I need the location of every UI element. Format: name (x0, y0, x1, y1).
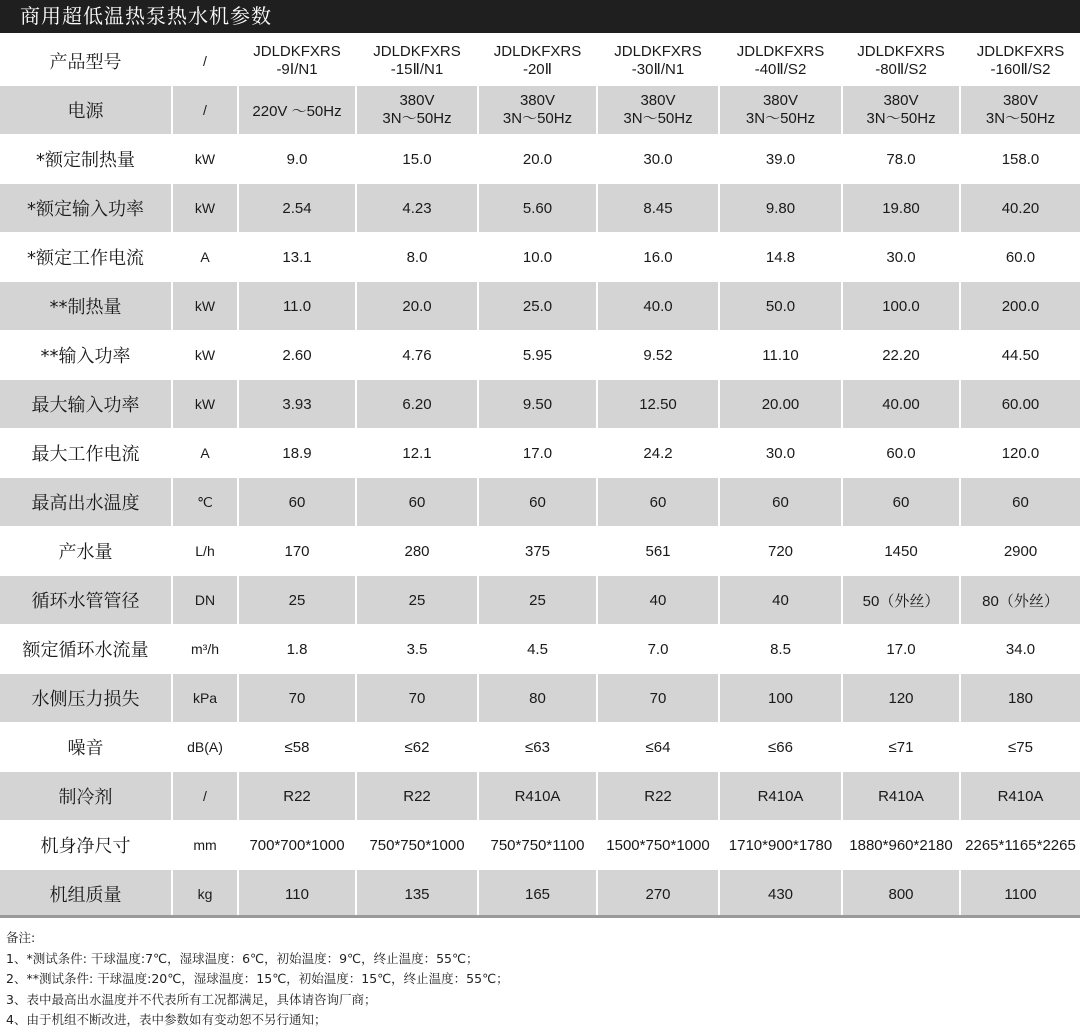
table-cell: 12.50 (597, 380, 719, 429)
table-cell: 60 (597, 478, 719, 527)
row-unit: kW (172, 380, 238, 429)
row-unit: kW (172, 331, 238, 380)
table-cell: 25 (356, 576, 478, 625)
table-cell: ≤75 (960, 723, 1080, 772)
row-unit: / (172, 772, 238, 821)
table-cell: 14.8 (719, 233, 842, 282)
row-label: 噪音 (0, 723, 172, 772)
table-cell: 380V 3N～50Hz (356, 86, 478, 135)
table-cell: 2.60 (238, 331, 356, 380)
row-unit: DN (172, 576, 238, 625)
table-cell: R410A (719, 772, 842, 821)
table-row (0, 674, 1080, 723)
table-cell: 78.0 (842, 135, 960, 184)
table-cell: 8.5 (719, 625, 842, 674)
table-cell: 4.76 (356, 331, 478, 380)
table-cell: 120.0 (960, 429, 1080, 478)
table-cell: 44.50 (960, 331, 1080, 380)
table-bottom-rule (0, 915, 1080, 918)
row-label: 最大输入功率 (0, 380, 172, 429)
table-cell: 200.0 (960, 282, 1080, 331)
table-cell: R410A (478, 772, 597, 821)
table-row (0, 184, 1080, 233)
table-cell: 24.2 (597, 429, 719, 478)
table-cell: 30.0 (842, 233, 960, 282)
row-unit: kW (172, 135, 238, 184)
table-cell: 50.0 (719, 282, 842, 331)
table-cell: 30.0 (719, 429, 842, 478)
table-cell: 2.54 (238, 184, 356, 233)
model-name: JDLDKFXRS -30Ⅱ/N1 (597, 37, 719, 86)
table-cell: 40 (597, 576, 719, 625)
table-cell: 25 (238, 576, 356, 625)
row-label: *额定制热量 (0, 135, 172, 184)
table-cell: 3.5 (356, 625, 478, 674)
row-label: 产品型号 (0, 37, 172, 86)
table-cell: ≤63 (478, 723, 597, 772)
note-item: 3、表中最高出水温度并不代表所有工况都满足，具体请咨询厂商； (6, 991, 377, 1007)
row-label: 最高出水温度 (0, 478, 172, 527)
table-cell: 22.20 (842, 331, 960, 380)
table-cell: 110 (238, 870, 356, 919)
row-unit: / (172, 37, 238, 86)
table-cell: 720 (719, 527, 842, 576)
row-label: 额定循环水流量 (0, 625, 172, 674)
table-cell: 561 (597, 527, 719, 576)
model-name: JDLDKFXRS -80Ⅱ/S2 (842, 37, 960, 86)
table-cell: ≤71 (842, 723, 960, 772)
table-row (0, 723, 1080, 772)
table-cell: 380V 3N～50Hz (842, 86, 960, 135)
row-label: 机身净尺寸 (0, 821, 172, 870)
table-cell: 70 (597, 674, 719, 723)
row-label: *额定输入功率 (0, 184, 172, 233)
row-unit: dB(A) (172, 723, 238, 772)
model-name: JDLDKFXRS -160Ⅱ/S2 (960, 37, 1080, 86)
table-cell: 750*750*1100 (478, 821, 597, 870)
table-cell: 2265*1165*2265 (960, 821, 1080, 870)
row-unit: ℃ (172, 478, 238, 527)
table-cell: 40.00 (842, 380, 960, 429)
table-cell: 9.52 (597, 331, 719, 380)
table-cell: 60 (960, 478, 1080, 527)
table-cell: 1880*960*2180 (842, 821, 960, 870)
model-name: JDLDKFXRS -20Ⅱ (478, 37, 597, 86)
table-cell: 60 (842, 478, 960, 527)
table-cell: 40.20 (960, 184, 1080, 233)
table-row (0, 478, 1080, 527)
row-label: **输入功率 (0, 331, 172, 380)
row-label: 电源 (0, 86, 172, 135)
table-cell: 380V 3N～50Hz (960, 86, 1080, 135)
table-cell: 9.80 (719, 184, 842, 233)
row-unit: / (172, 86, 238, 135)
table-header-row (0, 37, 1080, 86)
table-cell: 3.93 (238, 380, 356, 429)
table-cell: 11.10 (719, 331, 842, 380)
note-item: 4、由于机组不断改进，表中参数如有变动恕不另行通知； (6, 1012, 327, 1027)
table-cell: ≤58 (238, 723, 356, 772)
note-item: 1、*测试条件: 干球温度:7℃，湿球温度：6℃，初始温度：9℃，终止温度：55℃； (6, 950, 479, 966)
table-cell: 40 (719, 576, 842, 625)
table-cell: 380V 3N～50Hz (719, 86, 842, 135)
table-cell: 11.0 (238, 282, 356, 331)
table-cell: 7.0 (597, 625, 719, 674)
table-cell: 16.0 (597, 233, 719, 282)
page-title: 商用超低温热泵热水机参数 (0, 0, 1080, 33)
table-row (0, 282, 1080, 331)
table-cell: 380V 3N～50Hz (597, 86, 719, 135)
table-cell: 9.0 (238, 135, 356, 184)
table-cell: 80 (478, 674, 597, 723)
table-row (0, 870, 1080, 919)
table-cell: 70 (356, 674, 478, 723)
table-cell: 800 (842, 870, 960, 919)
table-cell: 60.0 (960, 233, 1080, 282)
table-cell: 40.0 (597, 282, 719, 331)
row-unit: mm (172, 821, 238, 870)
table-row (0, 429, 1080, 478)
row-label: 机组质量 (0, 870, 172, 919)
table-cell: R22 (238, 772, 356, 821)
row-unit: m³/h (172, 625, 238, 674)
table-cell: 750*750*1000 (356, 821, 478, 870)
table-row (0, 625, 1080, 674)
table-cell: 8.45 (597, 184, 719, 233)
row-unit: L/h (172, 527, 238, 576)
note-item: 2、**测试条件: 干球温度:20℃，湿球温度：15℃，初始温度：15℃，终止温度：55℃； (6, 971, 509, 986)
table-cell: R410A (842, 772, 960, 821)
table-cell: 50（外丝） (842, 576, 960, 625)
row-unit: A (172, 429, 238, 478)
row-unit: kW (172, 282, 238, 331)
table-cell: 1450 (842, 527, 960, 576)
table-cell: 25 (478, 576, 597, 625)
row-label: 循环水管管径 (0, 576, 172, 625)
table-cell: 15.0 (356, 135, 478, 184)
table-cell: 700*700*1000 (238, 821, 356, 870)
table-cell: 270 (597, 870, 719, 919)
table-cell: 158.0 (960, 135, 1080, 184)
table-cell: 4.5 (478, 625, 597, 674)
table-cell: 20.00 (719, 380, 842, 429)
notes-heading: 备注: (6, 930, 36, 945)
table-cell: 6.20 (356, 380, 478, 429)
row-label: **制热量 (0, 282, 172, 331)
row-unit: A (172, 233, 238, 282)
table-cell: 19.80 (842, 184, 960, 233)
table-cell: 17.0 (842, 625, 960, 674)
table-cell: 17.0 (478, 429, 597, 478)
row-label: 最大工作电流 (0, 429, 172, 478)
table-row (0, 772, 1080, 821)
table-row (0, 135, 1080, 184)
table-cell: 2900 (960, 527, 1080, 576)
spec-table (0, 37, 1080, 919)
table-cell: 5.95 (478, 331, 597, 380)
model-name: JDLDKFXRS -40Ⅱ/S2 (719, 37, 842, 86)
table-cell: 80（外丝） (960, 576, 1080, 625)
table-cell: 220V ～50Hz (238, 86, 356, 135)
row-label: *额定工作电流 (0, 233, 172, 282)
table-cell: 135 (356, 870, 478, 919)
table-cell: 100.0 (842, 282, 960, 331)
table-cell: 1100 (960, 870, 1080, 919)
table-cell: 375 (478, 527, 597, 576)
table-cell: 380V 3N～50Hz (478, 86, 597, 135)
table-cell: 280 (356, 527, 478, 576)
table-cell: 13.1 (238, 233, 356, 282)
table-row (0, 331, 1080, 380)
table-row (0, 821, 1080, 870)
table-cell: 1710*900*1780 (719, 821, 842, 870)
row-label: 制冷剂 (0, 772, 172, 821)
table-cell: R22 (597, 772, 719, 821)
table-cell: 10.0 (478, 233, 597, 282)
table-cell: 120 (842, 674, 960, 723)
table-cell: 20.0 (356, 282, 478, 331)
table-cell: 430 (719, 870, 842, 919)
table-cell: 12.1 (356, 429, 478, 478)
model-name: JDLDKFXRS -15Ⅱ/N1 (356, 37, 478, 86)
table-cell: 30.0 (597, 135, 719, 184)
table-cell: 60 (356, 478, 478, 527)
row-label: 产水量 (0, 527, 172, 576)
table-row (0, 233, 1080, 282)
table-cell: ≤66 (719, 723, 842, 772)
row-unit: kg (172, 870, 238, 919)
model-name: JDLDKFXRS -9Ⅰ/N1 (238, 37, 356, 86)
row-label: 水侧压力损失 (0, 674, 172, 723)
table-cell: R22 (356, 772, 478, 821)
notes-section (6, 928, 509, 1031)
table-row (0, 527, 1080, 576)
table-cell: 1.8 (238, 625, 356, 674)
table-cell: 60 (478, 478, 597, 527)
table-cell: 18.9 (238, 429, 356, 478)
table-row (0, 380, 1080, 429)
row-unit: kW (172, 184, 238, 233)
table-cell: 70 (238, 674, 356, 723)
table-cell: 25.0 (478, 282, 597, 331)
table-cell: 100 (719, 674, 842, 723)
table-row (0, 86, 1080, 135)
table-cell: 20.0 (478, 135, 597, 184)
table-cell: ≤64 (597, 723, 719, 772)
table-cell: R410A (960, 772, 1080, 821)
table-cell: 8.0 (356, 233, 478, 282)
table-cell: 34.0 (960, 625, 1080, 674)
table-cell: 165 (478, 870, 597, 919)
table-cell: 5.60 (478, 184, 597, 233)
table-cell: 1500*750*1000 (597, 821, 719, 870)
table-cell: 4.23 (356, 184, 478, 233)
table-cell: 60.00 (960, 380, 1080, 429)
table-cell: 170 (238, 527, 356, 576)
table-cell: 60 (719, 478, 842, 527)
table-cell: 9.50 (478, 380, 597, 429)
table-cell: 180 (960, 674, 1080, 723)
table-row (0, 576, 1080, 625)
row-unit: kPa (172, 674, 238, 723)
table-cell: 60 (238, 478, 356, 527)
table-cell: ≤62 (356, 723, 478, 772)
table-cell: 39.0 (719, 135, 842, 184)
table-cell: 60.0 (842, 429, 960, 478)
